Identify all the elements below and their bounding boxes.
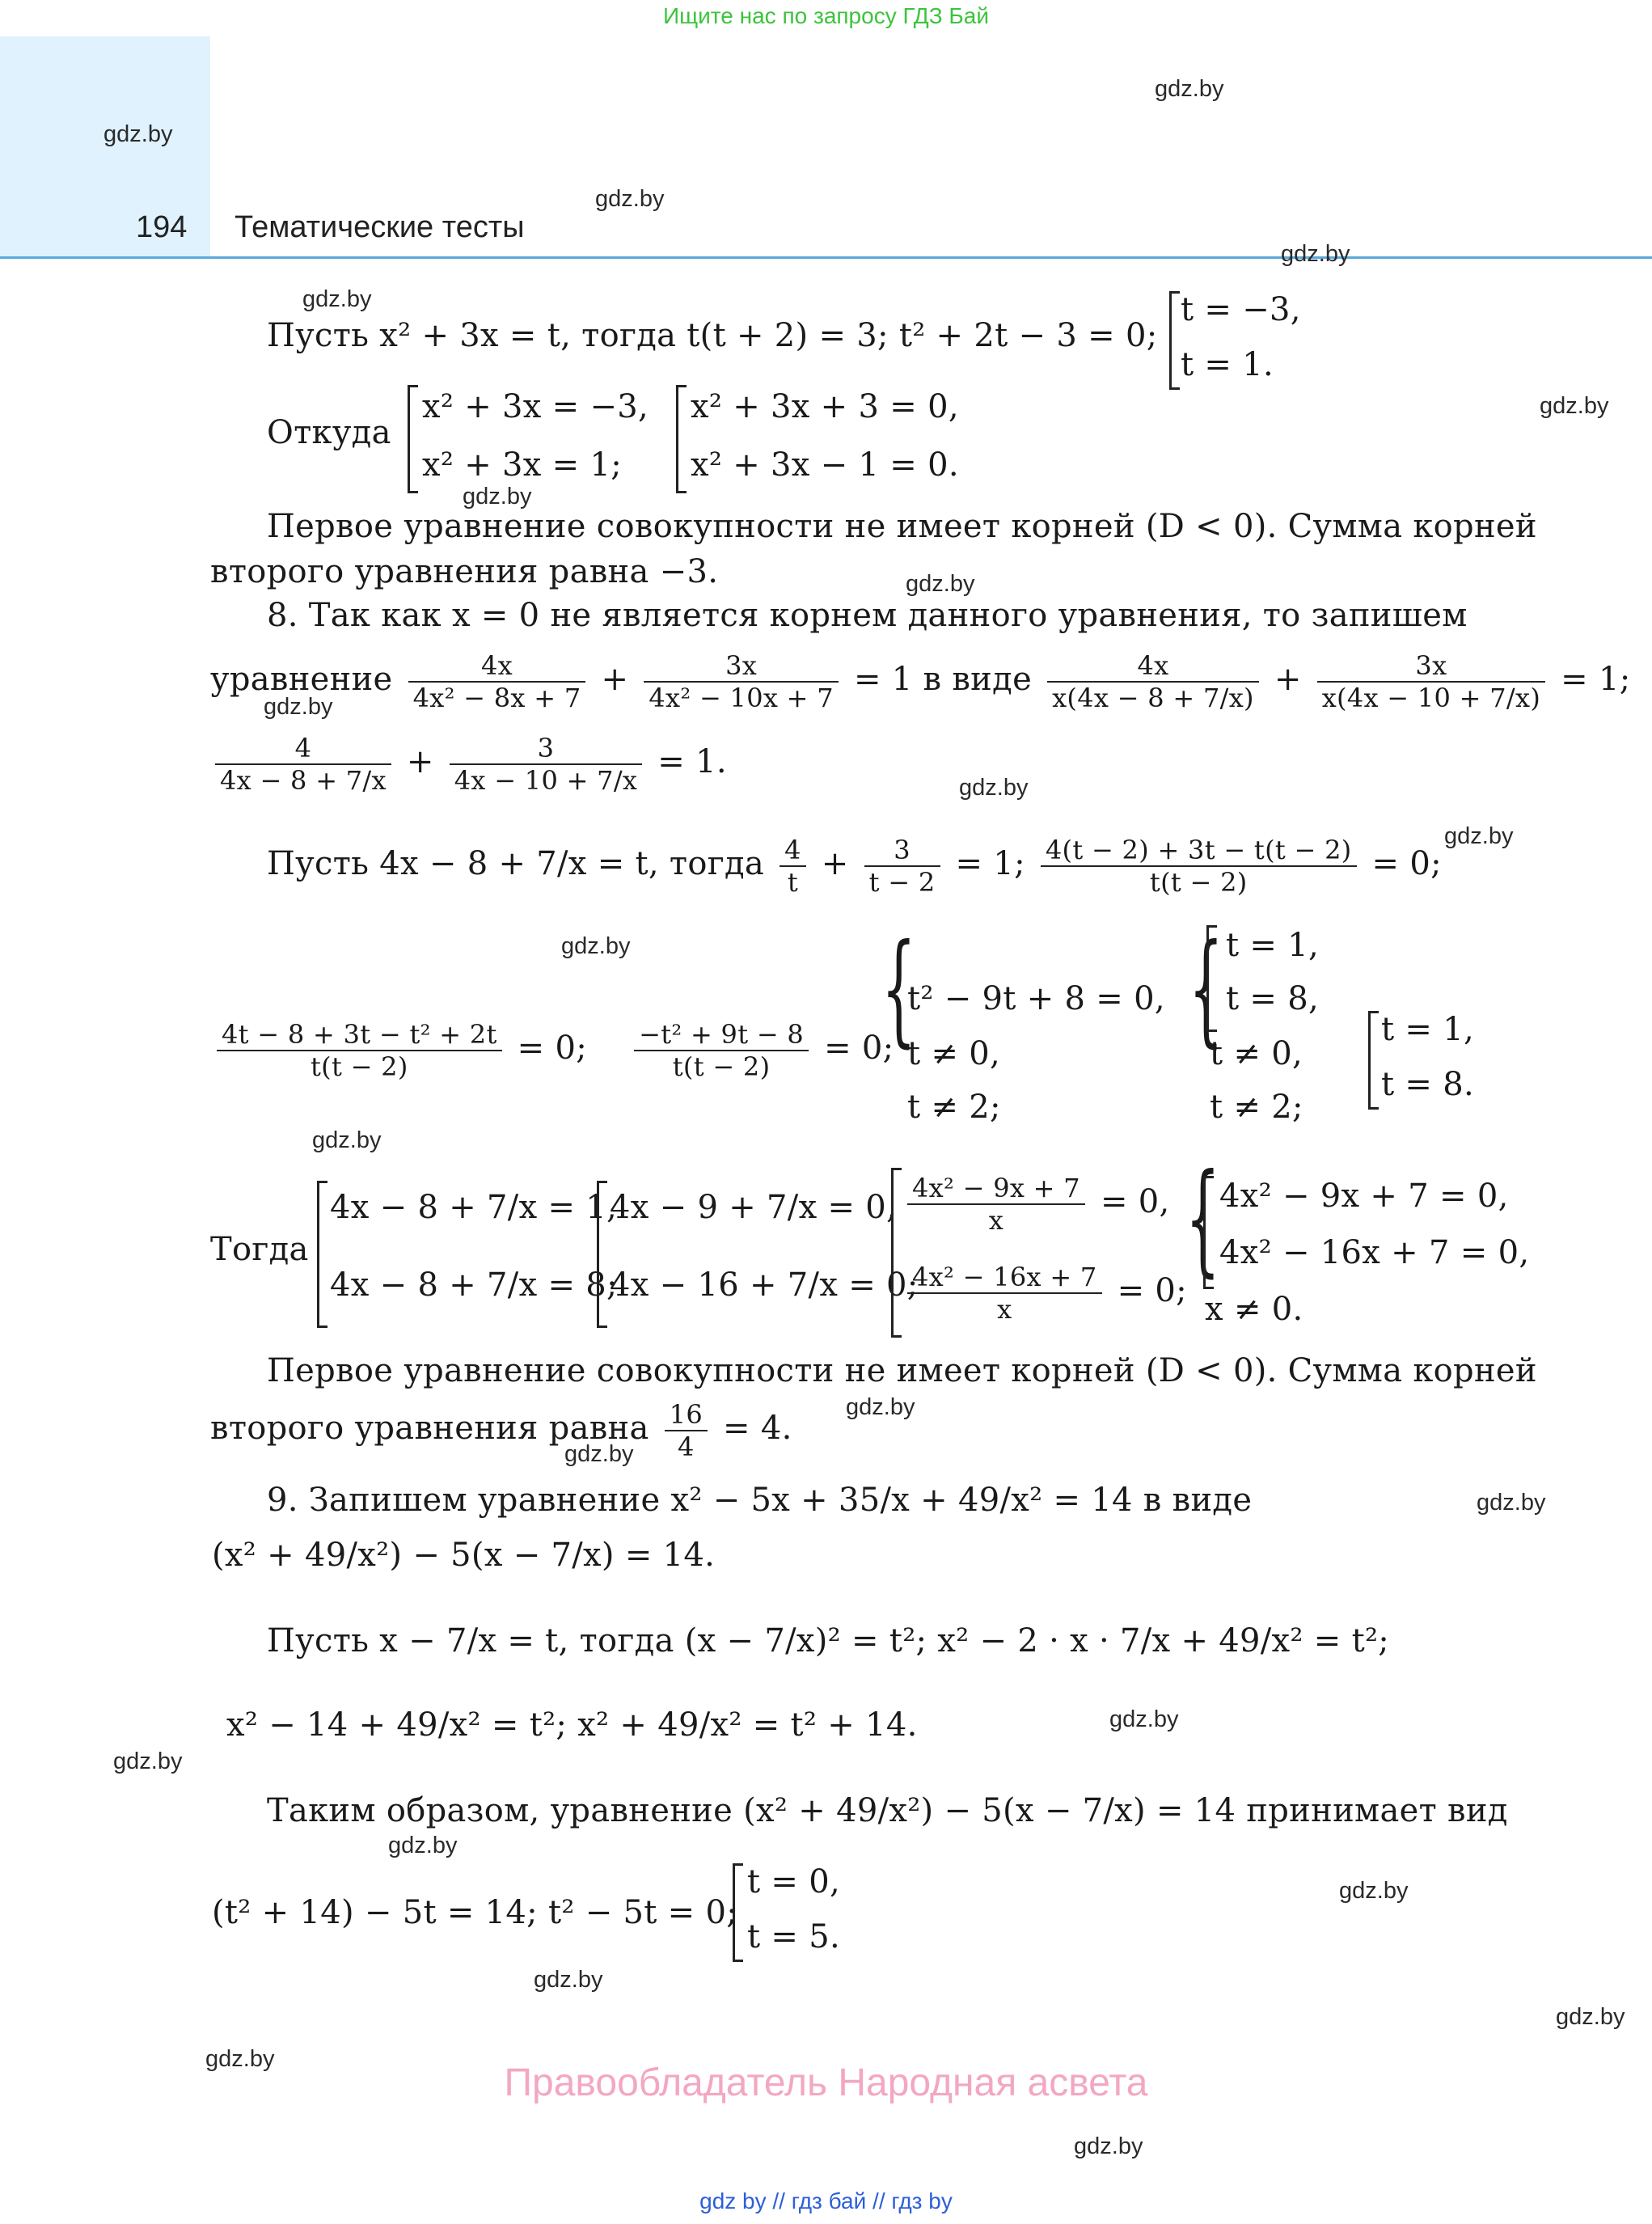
math-line: x² − 14 + 49/x² = t²; x² + 49/x² = t² + 14.: [226, 1706, 918, 1744]
fraction: [450, 733, 643, 796]
set-eq: 4x² − 9x + 7 = 0,: [1219, 1178, 1509, 1215]
math-line-substitution: Пусть x² + 3x = t, тогда t(t + 2) = 3; t² + 2t − 3 = 0;: [267, 317, 1158, 354]
watermark: gdz.by: [1540, 393, 1609, 419]
set-bracket: [597, 1181, 607, 1328]
set-bracket: [408, 385, 418, 493]
system-eq: t ≠ 2;: [907, 1089, 1001, 1126]
fraction: [665, 1399, 708, 1462]
set-eq: 4x − 16 + 7/x = 0;: [610, 1266, 919, 1304]
text: = 0;: [824, 1030, 894, 1067]
text-line: Первое уравнение совокупности не имеет корней (D < 0). Сумма корней: [267, 1352, 1537, 1389]
text: Пусть 4x − 8 + 7/x = t, тогда: [267, 845, 765, 882]
text: уравнение: [210, 661, 393, 698]
set-eq: 4x − 8 + 7/x = 8;: [330, 1266, 618, 1304]
case-t-neg3: t = −3,: [1181, 291, 1301, 328]
header-rule: [0, 256, 1652, 259]
set-bracket: [733, 1863, 743, 1962]
numerator: 3: [864, 835, 940, 867]
text: = 0;: [517, 1030, 588, 1067]
page-number: 194: [136, 210, 188, 244]
copyright-notice: Правообладатель Народная асвета: [504, 2061, 1148, 2104]
system-eq: t ≠ 2;: [1210, 1089, 1303, 1126]
set-eq: 4x − 9 + 7/x = 0,: [610, 1189, 898, 1226]
denominator: 4x − 10 + 7/x: [454, 765, 638, 796]
fraction: [1047, 650, 1259, 713]
watermark: gdz.by: [564, 1441, 634, 1467]
problem-9-intro: 9. Запишем уравнение x² − 5x + 35/x + 49/x² = 14 в виде: [267, 1482, 1253, 1519]
denominator: x(4x − 10 + 7/x): [1321, 683, 1541, 713]
set-eq: x² + 3x − 1 = 0.: [691, 446, 959, 484]
watermark: gdz.by: [1281, 241, 1350, 267]
text: = 0;: [1371, 845, 1442, 882]
math-line: [210, 733, 727, 796]
numerator: 4x² − 16x + 7: [907, 1262, 1102, 1294]
denominator: 4: [678, 1431, 695, 1462]
denominator: 4x − 8 + 7/x: [220, 765, 387, 796]
system-brace: {: [1185, 1148, 1220, 1289]
set-eq: x² + 3x = 1;: [422, 446, 623, 484]
problem-8-intro: 8. Так как x = 0 не является корнем данного уравнения, то запишем: [267, 597, 1468, 634]
watermark: gdz.by: [1155, 76, 1224, 102]
set-bracket: [1203, 1176, 1214, 1289]
text: = 1;: [1561, 661, 1631, 698]
numerator: −t² + 9t − 8: [634, 1019, 809, 1051]
math-line: [212, 1019, 894, 1082]
watermark: gdz.by: [302, 286, 372, 312]
fraction: [215, 733, 391, 796]
text-line: [210, 650, 1631, 713]
text: = 1.: [657, 743, 727, 780]
text: = 1;: [955, 845, 1025, 882]
case-t-0: t = 0,: [747, 1863, 840, 1901]
system-brace: {: [1189, 919, 1223, 1059]
numerator: 16: [665, 1399, 708, 1431]
numerator: 3x: [644, 650, 839, 683]
text: = 1 в виде: [853, 661, 1033, 698]
denominator: x: [988, 1205, 1004, 1236]
watermark: gdz.by: [104, 121, 173, 147]
fraction: [907, 1173, 1085, 1236]
watermark: gdz.by: [1444, 823, 1514, 849]
label-otkuda: Откуда: [267, 414, 391, 451]
math-line: Таким образом, уравнение (x² + 49/x²) − 5(x − 7/x) = 14 принимает вид: [267, 1792, 1508, 1829]
label-togda: Тогда: [210, 1231, 309, 1268]
denominator: t(t − 2): [672, 1051, 771, 1082]
watermark: gdz.by: [1477, 1490, 1546, 1516]
watermark: gdz.by: [1339, 1878, 1409, 1904]
math-line: Пусть x − 7/x = t, тогда (x − 7/x)² = t²; x² − 2 · x · 7/x + 49/x² = t²;: [267, 1622, 1390, 1660]
operator: +: [821, 845, 849, 882]
set-eq: x ≠ 0.: [1205, 1291, 1303, 1328]
operator: +: [1274, 661, 1302, 698]
text-line: второго уравнения равна −3.: [210, 553, 719, 590]
operator: +: [406, 743, 434, 780]
set-bracket: [676, 385, 687, 493]
watermark: gdz.by: [959, 775, 1029, 801]
math-line: [267, 835, 1442, 898]
case-t-1: t = 1.: [1181, 346, 1274, 383]
numerator: 4(t − 2) + 3t − t(t − 2): [1041, 835, 1357, 867]
text: второго уравнения равна: [210, 1410, 649, 1447]
set-eq: 4x − 8 + 7/x = 1,: [330, 1189, 618, 1226]
denominator: x: [997, 1294, 1012, 1325]
watermark: gdz.by: [846, 1394, 915, 1420]
denominator: t − 2: [868, 867, 936, 898]
watermark: gdz.by: [534, 1967, 603, 1993]
fraction: [634, 1019, 809, 1082]
text-line: [210, 1399, 792, 1462]
system-eq: t = 1,: [1226, 927, 1319, 964]
text: = 0;: [1117, 1272, 1187, 1309]
watermark: gdz.by: [312, 1127, 382, 1153]
set-bracket: [317, 1181, 327, 1328]
set-bracket: [1368, 1011, 1379, 1110]
set-eq: [902, 1262, 1187, 1325]
watermark: gdz.by: [463, 484, 532, 509]
fraction: [1041, 835, 1357, 898]
watermark: gdz.by: [264, 694, 333, 720]
fraction: [780, 835, 806, 898]
system-eq: t² − 9t + 8 = 0,: [907, 980, 1165, 1017]
system-eq: t ≠ 0,: [1210, 1035, 1303, 1072]
text: = 0,: [1100, 1183, 1170, 1220]
operator: +: [601, 661, 629, 698]
numerator: 4: [215, 733, 391, 765]
fraction: [1317, 650, 1545, 713]
set-eq: t = 8.: [1381, 1066, 1474, 1103]
fraction: [644, 650, 839, 713]
fraction: [907, 1262, 1102, 1325]
set-bracket: [891, 1168, 902, 1338]
system-brace: {: [881, 919, 916, 1059]
math-line: (t² + 14) − 5t = 14; t² − 5t = 0;: [212, 1894, 738, 1931]
set-eq: x² + 3x = −3,: [422, 388, 649, 425]
math-line: (x² + 49/x²) − 5(x − 7/x) = 14.: [212, 1537, 716, 1574]
text: = 4.: [723, 1410, 792, 1447]
watermark: gdz.by: [906, 571, 975, 597]
denominator: t: [787, 867, 799, 898]
watermark: gdz.by: [595, 186, 665, 212]
system-eq: t = 8,: [1226, 980, 1319, 1017]
denominator: 4x² − 10x + 7: [649, 683, 834, 713]
numerator: 3: [450, 733, 643, 765]
denominator: t(t − 2): [311, 1051, 408, 1082]
set-eq: [902, 1173, 1170, 1236]
numerator: 3x: [1317, 650, 1545, 683]
system-eq: t ≠ 0,: [907, 1035, 1000, 1072]
set-eq: t = 1,: [1381, 1011, 1474, 1048]
fraction: [864, 835, 940, 898]
case-t-5: t = 5.: [747, 1918, 840, 1956]
watermark: gdz.by: [1556, 2004, 1625, 2030]
watermark: gdz.by: [205, 2046, 275, 2072]
set-eq: x² + 3x + 3 = 0,: [691, 388, 959, 425]
section-title: Тематические тесты: [234, 210, 525, 244]
denominator: x(4x − 8 + 7/x): [1052, 683, 1254, 713]
footer-links[interactable]: gdz by // гдз бай // гдз by: [699, 2188, 953, 2213]
numerator: 4: [780, 835, 806, 867]
numerator: 4x: [408, 650, 586, 683]
numerator: 4x² − 9x + 7: [907, 1173, 1085, 1205]
set-bracket: [1169, 291, 1180, 390]
watermark: gdz.by: [561, 933, 631, 959]
text-line: Первое уравнение совокупности не имеет корней (D < 0). Сумма корней: [267, 508, 1537, 545]
watermark: gdz.by: [388, 1833, 458, 1858]
fraction: [408, 650, 586, 713]
denominator: t(t − 2): [1149, 867, 1248, 898]
numerator: 4t − 8 + 3t − t² + 2t: [217, 1019, 502, 1051]
numerator: 4x: [1047, 650, 1259, 683]
set-eq: 4x² − 16x + 7 = 0,: [1219, 1234, 1530, 1271]
denominator: 4x² − 8x + 7: [412, 683, 581, 713]
watermark: gdz.by: [1074, 2133, 1143, 2159]
watermark: gdz.by: [113, 1748, 183, 1774]
fraction: [217, 1019, 502, 1082]
set-bracket: [1206, 925, 1217, 1032]
top-banner: Ищите нас по запросу ГДЗ Бай: [662, 3, 990, 28]
watermark: gdz.by: [1109, 1706, 1179, 1732]
